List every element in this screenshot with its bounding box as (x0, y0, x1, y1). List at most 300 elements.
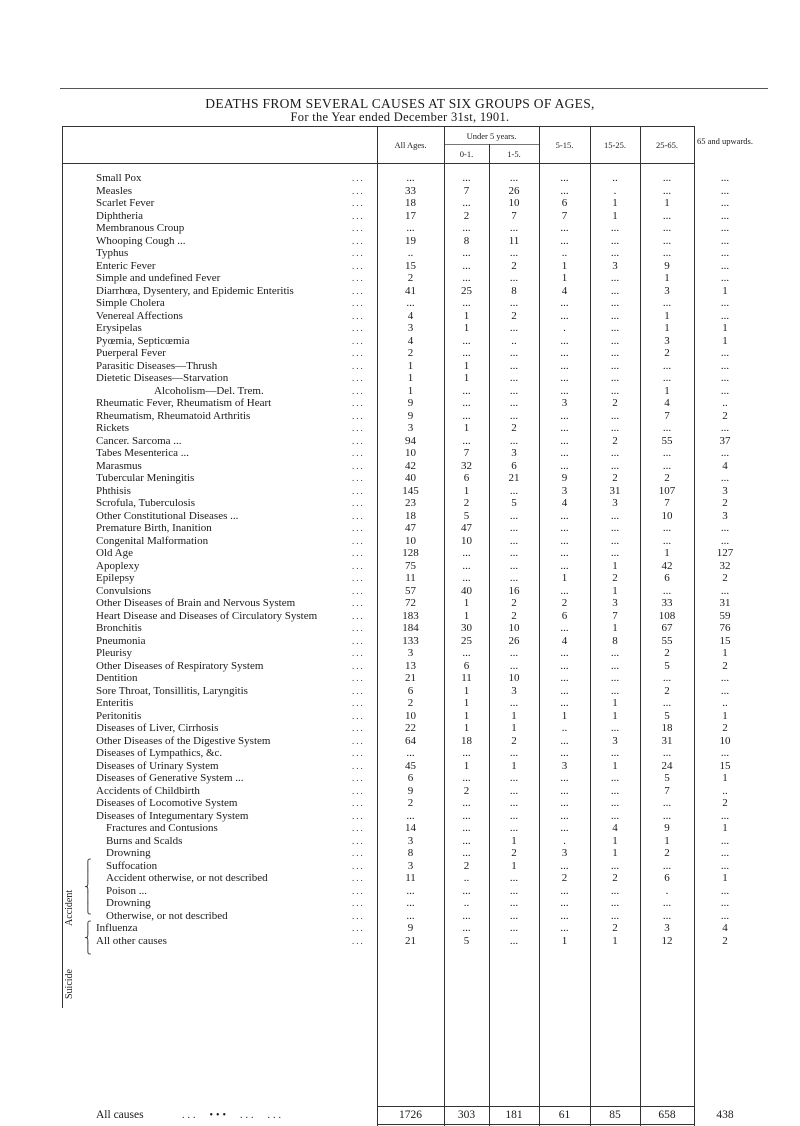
table-row (62, 359, 730, 373)
leader-dots: ... (352, 485, 365, 496)
row-label: Dietetic Diseases—Starvation (96, 372, 229, 384)
cell-65-up: ... (720, 222, 730, 234)
row-label: Enteritis (96, 697, 134, 709)
cell-65-up: ... (720, 247, 730, 259)
table-row (62, 322, 728, 335)
cell-15-25: 2 (612, 572, 618, 584)
leader-dots: ... (352, 560, 365, 571)
cell-25-65: ... (662, 209, 672, 222)
cell-25-65: ... (662, 297, 672, 309)
cell-1-5: ... (509, 297, 519, 309)
header-top-rule (62, 126, 694, 127)
cell-1-5: 11 (508, 234, 520, 247)
table-row (62, 197, 730, 210)
cell-65-up: ... (720, 847, 730, 859)
leader-dots: ... (352, 860, 365, 871)
row-label: Old Age (96, 547, 133, 559)
row-label: Convulsions (96, 584, 152, 597)
cell-65-up: ... (720, 347, 730, 359)
table-row (62, 734, 731, 748)
cell-65-up: ... (720, 909, 730, 922)
cell-0-1: 25 (461, 634, 472, 647)
cell-0-1: 32 (461, 459, 472, 472)
cell-0-1: ... (462, 809, 471, 822)
leader-dots: ... (352, 548, 365, 558)
leader-dots: ... (352, 398, 365, 408)
cell-0-1: 7 (463, 184, 470, 197)
cell-5-15: ... (560, 909, 569, 922)
cell-all-ages: 14 (405, 822, 416, 834)
cell-0-1: ... (462, 747, 471, 759)
cell-15-25: 2 (612, 472, 618, 484)
leader-dots: ... (352, 585, 365, 596)
leader-dots: ... (352, 335, 365, 346)
table-row (62, 597, 731, 610)
cell-15-25: ... (610, 797, 620, 809)
row-label: Sore Throat, Tonsillitis, Laryngitis (96, 684, 248, 697)
row-label: Typhus (96, 247, 129, 259)
row-label: Accidents of Childbirth (96, 784, 200, 797)
row-label: Alcoholism—Del. Trem. (154, 384, 264, 397)
cell-65-up: 2 (722, 934, 728, 947)
leader-dots: ... (352, 210, 365, 221)
cell-15-25: ... (610, 284, 620, 297)
cell-25-65: 24 (661, 759, 673, 772)
cell-65-up: 15 (719, 634, 731, 647)
cell-15-25: ... (610, 722, 620, 734)
mortality-table (62, 126, 753, 1121)
cell-1-5: ... (509, 347, 519, 359)
cell-5-15: ... (560, 234, 569, 247)
cell-25-65: 6 (664, 572, 670, 584)
cell-all-ages: 23 (405, 497, 416, 509)
table-row (62, 284, 728, 298)
table-row (62, 384, 730, 398)
leader-dots: ... (352, 910, 365, 921)
cell-all-ages: 42 (405, 459, 416, 472)
leader-dots: ... (352, 685, 365, 696)
cell-5-15: ... (560, 509, 569, 522)
row-label: Rheumatism, Rheumatoid Arthritis (96, 409, 251, 422)
cell-15-25: ... (610, 297, 620, 309)
cell-15-25: 2 (612, 872, 618, 884)
cell-1-5: ... (509, 222, 519, 234)
cell-5-15: ... (560, 434, 569, 447)
cell-all-ages: 10 (405, 447, 416, 459)
cell-25-65: 107 (658, 484, 676, 497)
cell-65-up: 1 (722, 334, 728, 347)
cell-1-5: ... (509, 572, 519, 584)
cell-all-ages: ... (406, 747, 415, 759)
cell-0-1: 1 (463, 484, 470, 497)
cell-15-25: ... (610, 322, 620, 334)
cell-all-ages: ... (406, 809, 415, 822)
cell-25-65: ... (662, 172, 672, 184)
cell-5-15: ... (560, 684, 569, 697)
cell-all-ages: 2 (407, 347, 414, 359)
cell-15-25: 31 (609, 484, 621, 497)
leader-dots: ... (352, 898, 365, 908)
cell-15-25: ... (610, 884, 620, 897)
cell-1-5: ... (509, 534, 519, 547)
total-bottom-rule (377, 1124, 694, 1125)
cell-0-1: ... (462, 297, 471, 309)
cell-0-1: 6 (463, 472, 470, 484)
cell-1-5: ... (509, 697, 519, 709)
cell-0-1: 30 (461, 622, 472, 634)
leader-dots: ... (352, 360, 365, 371)
leader-dots: ... (352, 523, 365, 533)
cell-15-25: 2 (612, 922, 618, 934)
cell-25-65: ... (662, 747, 672, 759)
cell-65-up: 15 (719, 759, 731, 772)
leader-dots: ... (352, 248, 365, 258)
cell-25-65: ... (662, 522, 672, 534)
cell-all-ages: 72 (405, 597, 416, 609)
leader-dots: ... (352, 410, 365, 421)
cell-all-ages: 18 (405, 197, 416, 209)
cell-25-65: 31 (661, 734, 673, 747)
table-row (62, 859, 730, 873)
cell-1-5: 3 (511, 684, 517, 697)
leader-dots: ... (352, 435, 365, 446)
table-row (62, 659, 728, 673)
cell-1-5: ... (509, 359, 519, 372)
leader-dots: ... (352, 835, 365, 846)
cell-65-up: 4 (722, 922, 728, 934)
cell-15-25: 1 (612, 759, 618, 772)
cell-15-25: ... (610, 547, 620, 559)
row-label: Scrofula, Tuberculosis (96, 497, 195, 509)
leader-dots: ... (352, 623, 365, 633)
cell-0-1: ... (462, 434, 471, 447)
table-row (62, 172, 730, 185)
cell-15-25: 4 (612, 822, 618, 834)
row-label: Scarlet Fever (96, 197, 155, 209)
cell-5-15: 3 (561, 847, 568, 859)
row-label: Rickets (96, 422, 129, 434)
table-row (62, 534, 730, 548)
cell-0-1: 1 (463, 709, 470, 722)
cell-25-65: . (665, 884, 669, 897)
cell-15-25: ... (610, 684, 620, 697)
cell-25-65: 1 (664, 547, 670, 559)
row-label: Otherwise, or not described (106, 909, 228, 922)
cell-65-up: 1 (722, 872, 728, 884)
cell-1-5: 2 (511, 259, 517, 272)
total-65-up: 438 (716, 1109, 734, 1121)
header-all-ages: All Ages. (394, 140, 427, 150)
leader-dots: ... (352, 473, 365, 483)
cell-all-ages: 21 (405, 672, 416, 684)
cell-15-25: 1 (612, 847, 618, 859)
cell-1-5: ... (509, 172, 519, 184)
cell-25-65: ... (662, 672, 672, 684)
cell-1-5: 1 (511, 859, 517, 872)
cell-5-15: ... (560, 222, 569, 234)
table-row (62, 259, 730, 273)
cell-5-15: 1 (561, 272, 568, 284)
cell-0-1: .. (463, 872, 470, 884)
cell-15-25: 1 (612, 697, 618, 709)
cell-1-5: ... (509, 772, 519, 784)
total-top-rule (377, 1106, 694, 1107)
leader-dots: ... (352, 498, 365, 508)
cell-15-25: 1 (612, 209, 618, 222)
cell-1-5: ... (509, 322, 519, 334)
cell-5-15: ... (560, 697, 569, 709)
cell-1-5: ... (509, 909, 519, 922)
cell-5-15: ... (560, 347, 569, 359)
cell-15-25: 7 (612, 609, 618, 622)
cell-25-65: 2 (664, 472, 670, 484)
cell-5-15: 1 (561, 259, 568, 272)
cell-65-up: 10 (719, 734, 731, 747)
cell-1-5: ... (509, 872, 519, 884)
table-row (62, 884, 730, 898)
cell-5-15: ... (560, 772, 569, 784)
cell-all-ages: 94 (405, 434, 416, 447)
cell-65-up: 31 (719, 597, 731, 609)
row-label: Venereal Affections (96, 309, 183, 322)
cell-5-15: 4 (561, 634, 568, 647)
cell-1-5: 10 (508, 672, 520, 684)
cell-all-ages: 3 (407, 859, 414, 872)
cell-0-1: ... (462, 772, 471, 784)
cell-0-1: ... (462, 259, 471, 272)
cell-25-65: ... (662, 247, 672, 259)
cell-0-1: ... (462, 272, 471, 284)
row-label: Premature Birth, Inanition (96, 522, 212, 534)
cell-15-25: ... (610, 409, 620, 422)
cell-all-ages: 17 (405, 209, 416, 222)
cell-25-65: ... (662, 859, 672, 872)
cell-all-ages: 11 (405, 872, 416, 884)
cell-25-65: 12 (661, 934, 673, 947)
cell-15-25: 3 (612, 597, 618, 609)
cell-25-65: ... (662, 234, 672, 247)
cell-15-25: 2 (612, 397, 618, 409)
cell-5-15: .. (561, 247, 568, 259)
cell-65-up: 2 (722, 409, 728, 422)
cell-15-25: ... (610, 459, 620, 472)
cell-all-ages: 33 (405, 184, 416, 197)
cell-all-ages: 145 (402, 484, 419, 497)
cell-65-up: ... (720, 297, 730, 309)
total-1-5: 181 (505, 1109, 523, 1121)
cell-0-1: 5 (463, 934, 470, 947)
cell-25-65: 55 (661, 434, 673, 447)
cell-0-1: 47 (461, 522, 472, 534)
cell-0-1: ... (462, 909, 471, 922)
row-label: Erysipelas (96, 322, 142, 334)
cell-65-up: ... (720, 897, 730, 909)
leader-dots: ... (352, 223, 365, 233)
accident-brace: ⎧ ⎪ ⎨ ⎪ ⎩ (84, 860, 92, 915)
cell-1-5: .. (511, 334, 517, 347)
cell-65-up: ... (720, 859, 730, 872)
leader-dots: ... (352, 760, 365, 771)
cell-5-15: ... (560, 622, 569, 634)
cell-15-25: ... (610, 909, 620, 922)
leader-dots: ... (352, 535, 365, 546)
cell-1-5: ... (509, 809, 519, 822)
table-row (62, 747, 730, 760)
cell-5-15: ... (560, 359, 569, 372)
cell-15-25: 2 (612, 434, 618, 447)
table-row (62, 234, 730, 248)
cell-all-ages: ... (406, 884, 415, 897)
suicide-brace: ⎧ ⎨ ⎩ (84, 922, 92, 955)
cell-1-5: 2 (511, 847, 517, 859)
cell-5-15: 3 (561, 397, 568, 409)
cell-5-15: ... (560, 459, 569, 472)
table-row (62, 622, 731, 635)
cell-1-5: 2 (511, 609, 517, 622)
cell-25-65: 1 (664, 197, 670, 209)
table-row (62, 922, 728, 935)
row-label: Bronchitis (96, 622, 142, 634)
cell-0-1: ... (462, 822, 471, 834)
cell-all-ages: 2 (407, 697, 414, 709)
header-0-1: 0-1. (459, 149, 474, 159)
header-15-25: 15-25. (604, 140, 626, 150)
cell-25-65: 9 (664, 822, 670, 834)
cell-all-ages: 4 (407, 334, 414, 347)
cell-0-1: ... (462, 409, 471, 422)
cell-all-ages: 133 (402, 634, 419, 647)
cell-all-ages: 183 (402, 609, 419, 622)
cell-1-5: ... (509, 247, 519, 259)
cell-5-15: 4 (561, 497, 568, 509)
cell-1-5: 1 (511, 834, 517, 847)
table-row (62, 647, 728, 660)
cell-1-5: 26 (508, 184, 520, 197)
table-row (62, 409, 728, 423)
cell-all-ages: ... (406, 909, 415, 922)
cell-5-15: ... (560, 559, 569, 572)
cell-15-25: ... (610, 422, 620, 434)
row-label: Parasitic Diseases—Thrush (96, 359, 218, 372)
cell-65-up: 2 (722, 797, 728, 809)
leader-dots: ... ••• ... ... (182, 1110, 285, 1121)
row-label: Small Pox (96, 172, 142, 184)
cell-5-15: ... (560, 297, 569, 309)
cell-25-65: ... (662, 222, 672, 234)
cell-all-ages: 10 (405, 534, 416, 547)
cell-65-up: 2 (722, 659, 728, 672)
cell-all-ages: 9 (407, 784, 414, 797)
cell-all-ages: 1 (407, 384, 414, 397)
cell-65-up: 76 (719, 622, 731, 634)
cell-5-15: 1 (561, 934, 568, 947)
cell-1-5: 2 (511, 422, 517, 434)
cell-0-1: 1 (463, 759, 470, 772)
row-label: Influenza (96, 922, 138, 934)
under5-rule (444, 144, 539, 145)
cell-1-5: 21 (508, 472, 520, 484)
header-25-65: 25-65. (656, 140, 678, 150)
cell-1-5: 10 (508, 622, 520, 634)
cell-5-15: ... (560, 822, 569, 834)
header-under-5: Under 5 years. (466, 131, 517, 141)
cell-1-5: ... (509, 522, 519, 534)
cell-65-up: ... (720, 422, 730, 434)
cell-1-5: 1 (511, 722, 517, 734)
table-row (62, 784, 728, 798)
table-row (62, 634, 731, 648)
leader-dots: ... (352, 385, 365, 396)
total-all-ages: 1726 (399, 1109, 422, 1121)
cell-1-5: 2 (511, 734, 517, 747)
cell-65-up: 1 (722, 322, 728, 334)
cell-65-up: 1 (722, 822, 728, 834)
cell-0-1: 5 (463, 509, 470, 522)
cell-25-65: 18 (661, 722, 673, 734)
cell-1-5: 6 (511, 459, 517, 472)
table-row (62, 872, 728, 885)
cell-5-15: ... (560, 897, 569, 909)
cell-0-1: 6 (463, 659, 470, 672)
cell-1-5: ... (509, 797, 519, 809)
row-label: Other Diseases of Respiratory System (96, 659, 264, 672)
row-label: Pneumonia (96, 634, 146, 647)
cell-0-1: 1 (463, 372, 470, 384)
table-row (62, 759, 731, 773)
cell-all-ages: 4 (407, 309, 414, 322)
cell-0-1: ... (462, 384, 471, 397)
cell-all-ages: 11 (405, 572, 416, 584)
row-label: Puerperal Fever (96, 347, 166, 359)
row-label: Pyœmia, Septicœmia (96, 334, 190, 347)
cell-15-25: 1 (612, 197, 618, 209)
cell-25-65: 2 (664, 684, 670, 697)
cell-5-15: ... (560, 859, 569, 872)
leader-dots: ... (352, 260, 365, 271)
row-label: Apoplexy (96, 559, 140, 572)
cell-65-up: ... (720, 172, 730, 184)
cell-5-15: ... (560, 659, 569, 672)
cell-65-up: ... (720, 272, 730, 284)
cell-15-25: 1 (612, 622, 618, 634)
cell-all-ages: ... (406, 222, 415, 234)
cell-all-ages: .. (407, 247, 414, 259)
row-label: Measles (96, 184, 133, 197)
cell-0-1: 1 (463, 597, 470, 609)
table-row (62, 672, 730, 685)
row-label: Whooping Cough ... (96, 234, 186, 247)
cell-all-ages: 9 (407, 922, 414, 934)
row-label: Marasmus (96, 459, 142, 472)
table-row (62, 909, 730, 923)
cell-25-65: 1 (664, 322, 670, 334)
cell-5-15: . (563, 322, 566, 334)
cell-25-65: 9 (664, 259, 670, 272)
table-row (62, 447, 730, 460)
cell-0-1: 2 (463, 859, 470, 872)
cell-all-ages: 18 (405, 509, 416, 522)
cell-all-ages: 19 (405, 234, 416, 247)
cell-15-25: ... (610, 272, 620, 284)
row-label: Phthisis (96, 484, 131, 497)
cell-65-up: 2 (722, 722, 728, 734)
cell-1-5: ... (509, 822, 519, 834)
header-bottom-rule (62, 163, 694, 164)
row-label: Accident otherwise, or not described (106, 872, 268, 884)
cell-1-5: ... (509, 397, 519, 409)
cell-1-5: ... (509, 884, 519, 897)
cell-25-65: ... (662, 184, 672, 197)
